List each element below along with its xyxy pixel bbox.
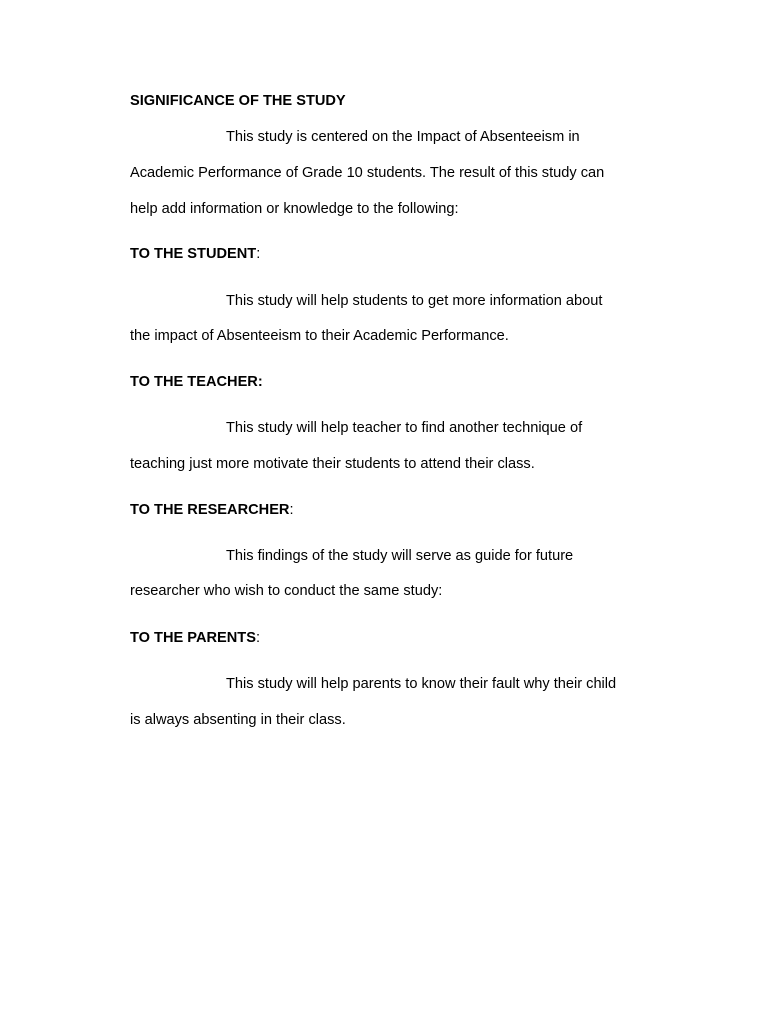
section-parents-line-2: is always absenting in their class. [130,712,346,728]
section-heading-teacher [130,373,263,391]
section-heading-text: TO THE STUDENT [130,246,257,262]
section-teacher-line-2: teaching just more motivate their students to attend their class. [130,456,535,472]
section-heading-student [130,245,260,263]
section-teacher-line-1: This study will help teacher to find another technique of [226,420,583,436]
section-heading-text: TO THE RESEARCHER [130,502,290,518]
section-heading-text: TO THE PARENTS [130,630,256,646]
intro-line-2: Academic Performance of Grade 10 students. The result of this study can [130,165,605,181]
section-heading-text: TO THE TEACHER: [130,374,263,390]
intro-line-3: help add information or knowledge to the following: [130,201,459,217]
section-heading-parents [130,629,260,647]
section-heading-colon: : [256,246,261,262]
document-title: SIGNIFICANCE OF THE STUDY [130,93,346,109]
section-heading-researcher [130,501,294,519]
section-student-line-1: This study will help students to get more information about [226,293,603,309]
intro-line-1: This study is centered on the Impact of Absenteeism in [226,129,580,145]
section-heading-colon: : [255,630,261,646]
section-researcher-line-2: researcher who wish to conduct the same study: [130,583,443,599]
section-heading-colon: : [289,502,294,518]
section-researcher-line-1: This findings of the study will serve as guide for future [226,548,574,564]
section-parents-line-1: This study will help parents to know their fault why their child [226,676,617,692]
section-student-line-2: the impact of Absenteeism to their Academic Performance. [130,328,509,344]
